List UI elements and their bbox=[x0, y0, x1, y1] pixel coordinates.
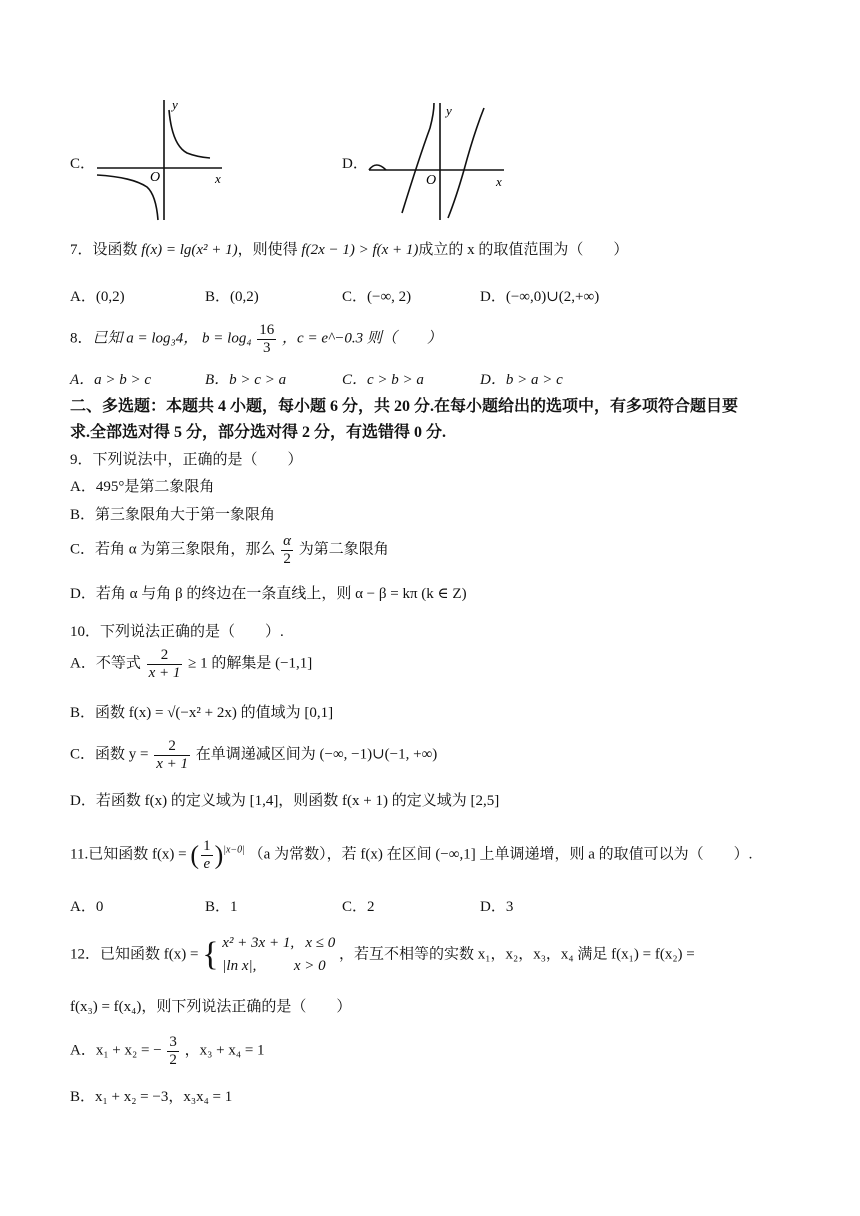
q9-option-b: B．第三象限角大于第一象限角 bbox=[70, 507, 276, 523]
graph-c bbox=[92, 95, 237, 225]
q9-option-c: C．若角 α 为第三象限角，那么 $\frac{\alpha}{2}$ 为第二象限角 bbox=[70, 533, 389, 567]
q7-option-d: D．(−∞,0)∪(2,+∞) bbox=[480, 289, 600, 305]
q8-fraction: $\frac{16}{3}$ bbox=[259, 322, 275, 356]
q10-stem: 10．下列说法正确的是（ ）. bbox=[70, 624, 284, 640]
graph-c-origin: O bbox=[150, 170, 161, 185]
q10-option-d: D．若函数 f(x) 的定义域为 [1,4]，则函数 f(x + 1) 的定义域为 [2,5] bbox=[70, 793, 500, 809]
graph-d-middle-branch bbox=[402, 103, 437, 213]
q11-option-d: D．3 bbox=[480, 899, 514, 915]
graph-d-origin: O bbox=[426, 173, 437, 188]
q12-option-b: B．x₁ + x₂ = −3，x₃x₄ = 1 bbox=[70, 1089, 233, 1105]
q10-option-b: B．函数 f(x) = √(−x² + 2x) 的值域为 [0,1] bbox=[70, 705, 334, 721]
q7-option-b: B．(0,2) bbox=[205, 289, 259, 305]
q7-stem: 7．设函数 f(x) = lg(x² + 1)，则使得 f(2x − 1) > f(x + 1)成立的 x 的取值范围为（ ） bbox=[70, 242, 629, 258]
q7-option-a: A．(0,2) bbox=[70, 289, 125, 305]
section-2-heading-line1: 二、多选题：本题共 4 小题，每小题 6 分，共 20 分.在每小题给出的选项中，有多项符合题目要 bbox=[70, 398, 739, 415]
q9-option-a: A．495°是第二象限角 bbox=[70, 479, 215, 495]
q12-stem-line2: f(x₃) = f(x₄)，则下列说法正确的是（ ） bbox=[70, 999, 352, 1015]
q8-option-c: C．c > b > a bbox=[342, 372, 424, 388]
q10-option-a: A．不等式 $\frac{2}{x + 1}$ ≥ 1 的解集是 (−1,1] bbox=[70, 647, 313, 681]
q11-option-b: B．1 bbox=[205, 899, 238, 915]
section-2-heading-line2: 求.全部选对得 5 分，部分选对得 2 分，有选错得 0 分. bbox=[70, 424, 447, 441]
q11-option-c: C．2 bbox=[342, 899, 375, 915]
graph-d-label: D． bbox=[342, 156, 368, 172]
q11-option-a: A．0 bbox=[70, 899, 104, 915]
graph-d-x-label: x bbox=[496, 174, 502, 189]
graph-d-right-branch bbox=[448, 108, 484, 218]
q12-stem: 12．已知函数 f(x) = { x² + 3x + 1, x ≤ 0 |ln x|, x > 0 ，若互不相等的实数 x₁，x₂，x₃，x₄ 满足 f(x₁) = f(x₂) = bbox=[70, 932, 695, 977]
q12-option-a: A．x₁ + x₂ = − $\frac{3}{2}$ ，x₃ + x₄ = 1 bbox=[70, 1034, 265, 1068]
graph-c-label: C． bbox=[70, 156, 96, 172]
graph-c-x-label: x bbox=[215, 171, 221, 186]
q10-option-c: C．函数 y = $\frac{2}{x + 1}$ 在单调递减区间为 (−∞, −1)∪(−1, +∞) bbox=[70, 738, 438, 772]
graph-c-left-branch bbox=[97, 175, 158, 220]
q9-stem: 9．下列说法中，正确的是（ ） bbox=[70, 452, 303, 468]
graph-d bbox=[364, 98, 514, 223]
q12-piecewise: x² + 3x + 1, x ≤ 0 |ln x|, x > 0 bbox=[222, 935, 336, 974]
graph-c-y-label: y bbox=[172, 97, 178, 112]
q11-stem: 11.已知函数 f(x) = ( $\frac{1}{e}$ )$^{|x-0|}$ （a 为常数），若 f(x) 在区间 (−∞,1] 上单调递增，则 a 的取值可以为（ ）. bbox=[70, 838, 753, 872]
q8-option-a: A．a > b > c bbox=[70, 372, 152, 388]
q8-option-b: B．b > c > a bbox=[205, 372, 287, 388]
q8-option-d: D．b > a > c bbox=[480, 372, 563, 388]
graph-c-right-branch bbox=[169, 110, 210, 158]
q8-stem: 8．已知 a = log₃4， b = log₄ $\frac{16}{3}$ ，c = e^−0.3 则（ ） bbox=[70, 322, 442, 356]
graph-d-y-label: y bbox=[446, 103, 452, 118]
q9-option-d: D．若角 α 与角 β 的终边在一条直线上，则 α − β = kπ (k ∈ Z) bbox=[70, 586, 467, 602]
q7-option-c: C．(−∞, 2) bbox=[342, 289, 412, 305]
